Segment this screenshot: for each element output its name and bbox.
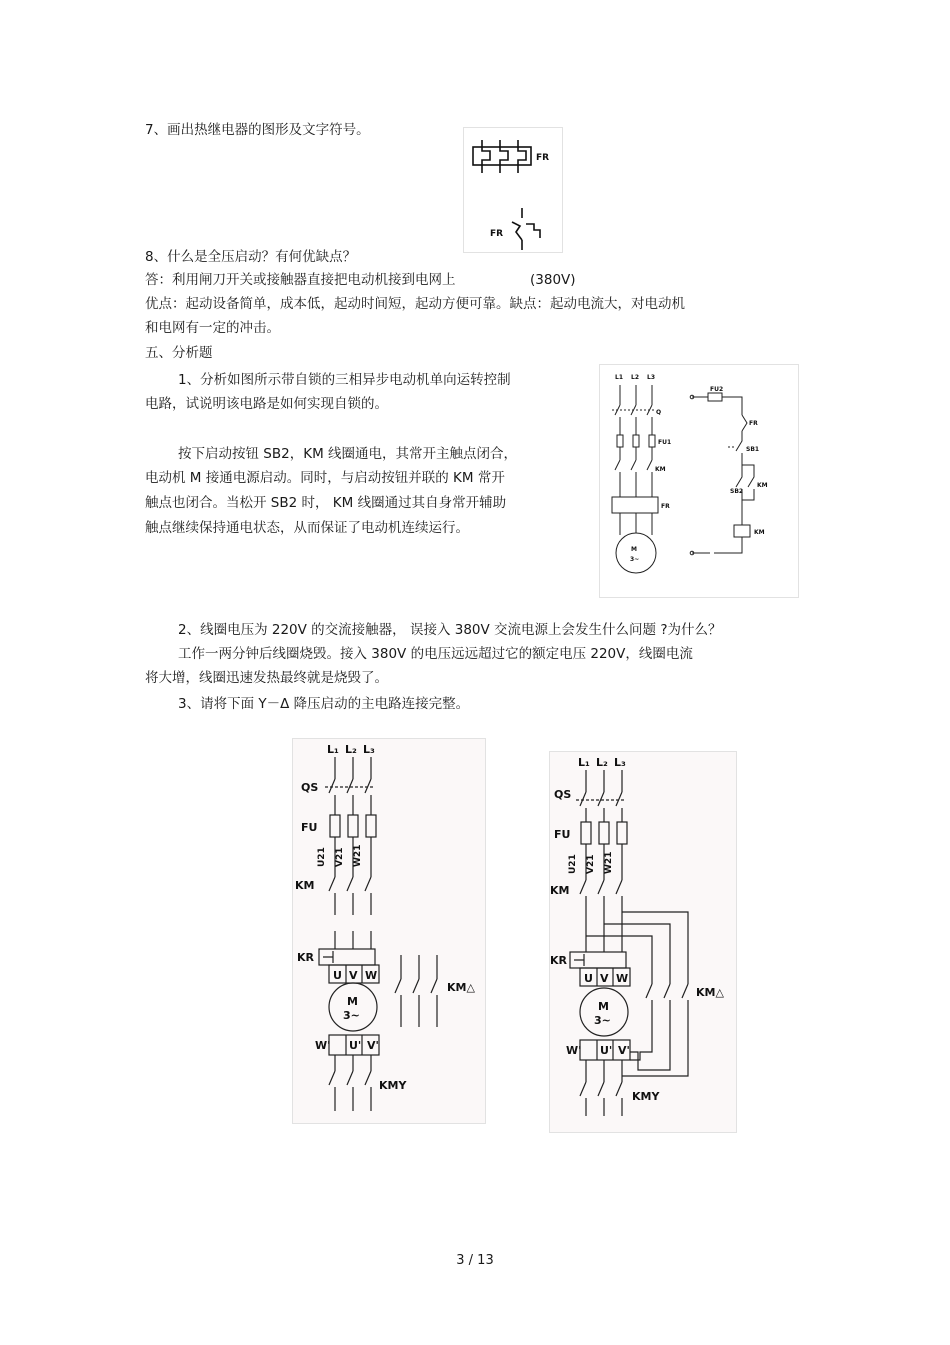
q7-title: 7、画出热继电器的图形及文字符号。 [145,122,370,138]
left-label-w21: W21 [353,844,363,867]
section5-title: 五、分析题 [145,345,213,361]
right-label-w2: W' [566,1044,582,1057]
left-label-l1: L₁ [327,743,339,756]
q1-label-fr: FR [661,503,670,510]
q8-answer: 答：利用闸刀开关或接触器直接把电动机接到电网上 [145,272,456,288]
right-label-motor: M [598,1000,609,1013]
fr-label-top: FR [536,153,550,163]
left-label-l2: L₂ [345,743,357,756]
right-label-u: U [584,972,593,985]
q1-label-km-coil: KM [754,529,765,536]
left-label-fu: FU [301,821,318,834]
right-label-km-y: KMY [632,1090,660,1103]
q8-pros-line2: 和电网有一定的冲击。 [145,320,280,336]
left-label-u21: U21 [317,847,327,867]
left-label-l3: L₃ [363,743,375,756]
q1-label-l1: L1 [615,374,623,381]
q3-line1: 3、请将下面 Y－Δ 降压启动的主电路连接完整。 [178,696,470,712]
thermal-relay-figure [463,127,563,253]
left-label-motor-phase: 3~ [343,1009,360,1022]
ydelta-complete-figure [549,751,737,1133]
right-label-u21: U21 [568,854,578,874]
right-label-l2: L₂ [596,756,608,769]
ydelta-incomplete-figure [292,738,486,1124]
q1-label-km: KM [655,466,666,473]
q8-voltage: (380V) [530,272,576,288]
q1-label-l2: L2 [631,374,639,381]
q8-pros-line1: 优点：起动设备简单，成本低，起动时间短，起动方便可靠。缺点：起动电流大，对电动机 [145,296,685,312]
left-label-u: U [333,969,342,982]
q1-answer-line3: 触点也闭合。当松开 SB2 时， KM 线圈通过其自身常开辅助 [145,495,507,511]
q1-label-fr-ctrl: FR [749,420,758,427]
q1-answer-line1: 按下启动按钮 SB2，KM 线圈通电，其常开主触点闭合， [178,446,518,462]
q1-label-fu2: FU2 [710,386,724,393]
self-lock-circuit-figure [599,364,799,598]
left-label-v2: V' [367,1039,379,1052]
left-label-u2: U' [349,1039,362,1052]
q2-line2: 工作一两分钟后线圈烧毁。接入 380V 的电压远远超过它的额定电压 220V，线圈电流 [178,646,693,662]
q1-label-l3: L3 [647,374,655,381]
q1-label-sb1: SB1 [746,446,760,453]
right-label-v: V [600,972,609,985]
self-lock-circuit-diagram [600,365,798,597]
right-label-u2: U' [600,1044,613,1057]
q1-label-motor: M [631,546,637,553]
ydelta-incomplete-diagram [293,739,485,1123]
right-label-w21: W21 [604,851,614,874]
q1-label-km-aux: KM [757,482,768,489]
left-label-kr: KR [297,951,314,964]
right-label-km: KM [550,884,570,897]
left-label-v21: V21 [335,847,345,867]
right-label-motor-phase: 3~ [594,1014,611,1027]
q1-answer-line2: 电动机 M 接通电源启动。同时，与启动按钮并联的 KM 常开 [145,470,505,486]
ydelta-complete-diagram [550,752,736,1132]
fr-label-bottom: FR [490,229,504,239]
left-label-w: W [365,969,378,982]
right-label-w: W [616,972,629,985]
thermal-relay-symbol [464,128,562,252]
q1-label-q: Q [656,409,662,416]
right-label-v21: V21 [586,854,596,874]
left-label-qs: QS [301,781,319,794]
q1-line2: 电路，试说明该电路是如何实现自锁的。 [145,396,388,412]
left-label-w2: W' [315,1039,331,1052]
left-label-v: V [349,969,358,982]
left-label-km: KM [295,879,315,892]
right-label-l3: L₃ [614,756,626,769]
q1-line1: 1、分析如图所示带自锁的三相异步电动机单向运转控制 [178,372,511,388]
q8-title: 8、什么是全压启动？有何优缺点？ [145,249,357,265]
left-label-km-y: KMY [379,1079,407,1092]
q2-line3: 将大增，线圈迅速发热最终就是烧毁了。 [145,670,388,686]
page-number: 3 / 13 [456,1253,494,1268]
right-label-v2: V' [618,1044,630,1057]
left-label-km-delta: KM△ [447,981,475,994]
right-label-fu: FU [554,828,571,841]
q1-answer-line4: 触点继续保持通电状态，从而保证了电动机连续运行。 [145,520,469,536]
right-label-kr: KR [550,954,567,967]
q2-line1: 2、线圈电压为 220V 的交流接触器， 误接入 380V 交流电源上会发生什么问题 ?为什么？ [178,622,722,638]
right-label-km-delta: KM△ [696,986,724,999]
right-label-qs: QS [554,788,572,801]
q1-label-fu1: FU1 [658,439,672,446]
left-label-motor: M [347,995,358,1008]
q1-label-sb2: SB2 [730,488,744,495]
right-label-l1: L₁ [578,756,590,769]
q1-label-motor-phase: 3~ [630,556,640,563]
